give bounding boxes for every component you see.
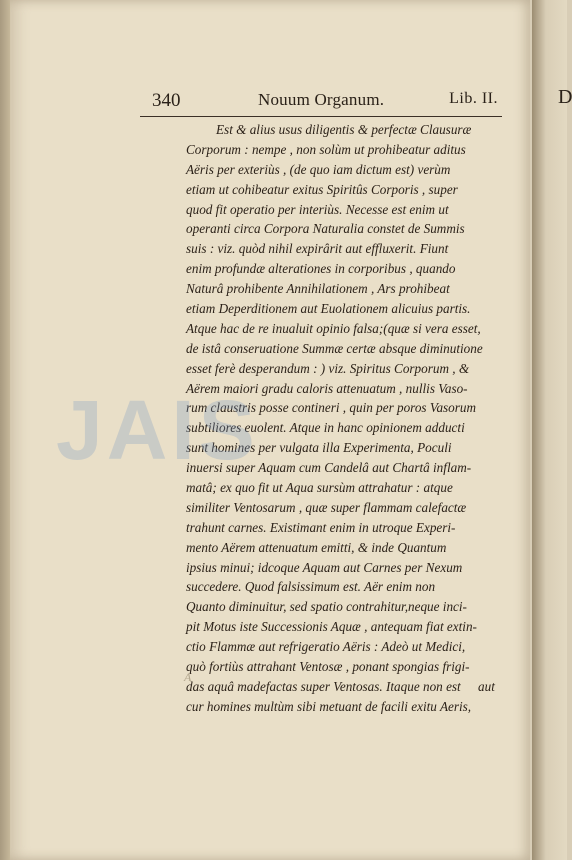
text-line: Atque hac de re inualuit opinio falsa;(quæ si vera esset, (186, 320, 481, 336)
margin-ink-mark: A (184, 670, 192, 684)
text-line: Corporum : nempe , non solùm ut prohibeatur aditus (186, 141, 466, 157)
text-line: das aquâ madefactas super Ventosas. Itaque non est (186, 678, 461, 694)
page-header (140, 88, 502, 117)
running-title: Nouum Organum. (258, 90, 385, 109)
text-line: sunt homines per vulgata illa Experimenta, Poculi (186, 440, 452, 456)
text-line: matâ; ex quo fit ut Aqua sursùm attrahatur : atque (186, 480, 453, 496)
text-line: enim profundæ alterationes in corporibus , quando (186, 261, 456, 277)
book-label: Lib. II. (449, 90, 498, 107)
text-line: ctio Flammæ aut refrigeratio Aëris : Adeò ut Medici, (186, 639, 466, 655)
text-line: rum claustris posse contineri , quin per poros Vasorum (186, 400, 477, 416)
text-line: cur homines multùm sibi metuant de facili exitu Aeris, (186, 698, 472, 714)
catchword: aut (478, 679, 495, 694)
text-line: quod fit operatio per interiùs. Necesse est enim ut (186, 201, 449, 217)
text-line: de istâ conseruatione Summæ certæ absque diminutione (186, 340, 483, 356)
watermark: JAIS (56, 383, 259, 477)
text-line: quò fortiùs attrahant Ventosæ , ponant spongias frigi- (186, 659, 470, 675)
text-line: operanti circa Corpora Naturalia constet de Summis (186, 221, 465, 237)
facing-page-letter: D (558, 86, 572, 108)
text-line: trahunt carnes. Existimant enim in utroque Experi- (186, 519, 456, 535)
text-line: inuersi super Aquam cum Candelâ aut Chartâ inflam- (186, 460, 472, 476)
text-line: etiam Deperditionem aut Euolationem alicuius partis. (186, 301, 471, 317)
text-line: ipsius minui; idcoque Aquam aut Carnes per Nexum (186, 559, 463, 575)
text-line: Aërem maiori gradu caloris attenuatum , nullis Vaso- (186, 380, 468, 396)
text-line: Naturâ prohibente Annihilationem , Ars prohibeat (186, 281, 450, 297)
text-line: pit Motus iste Successionis Aquæ , antequam fiat extin- (186, 619, 477, 635)
text-line: Quanto diminuitur, sed spatio contrahitur,neque inci- (186, 599, 467, 615)
text-line: similiter Ventosarum , quæ super flammam calefactæ (186, 499, 467, 515)
page-number: 340 (152, 90, 181, 111)
text-line: esset ferè desperandum : ) viz. Spiritus Corporum , & (186, 360, 470, 376)
body-text (186, 120, 506, 717)
text-line: etiam ut cohibeatur exitus Spiritûs Corporis , super (186, 181, 458, 197)
text-line: mento Aërem attenuatum emitti, & inde Quantum (186, 539, 447, 555)
text-line: Aëris per exteriùs , (de quo iam dictum est) verùm (186, 161, 451, 177)
facing-page-edge (532, 0, 567, 860)
text-line: succedere. Quod falsissimum est. Aër enim non (186, 579, 436, 595)
text-line: subtiliores euolent. Atque in hanc opinionem adducti (186, 420, 465, 436)
text-line: Est & alius usus diligentis & perfectæ Clausuræ (216, 122, 472, 137)
text-line: suis : viz. quòd nihil expirârit aut effluxerit. Fiunt (186, 241, 449, 257)
